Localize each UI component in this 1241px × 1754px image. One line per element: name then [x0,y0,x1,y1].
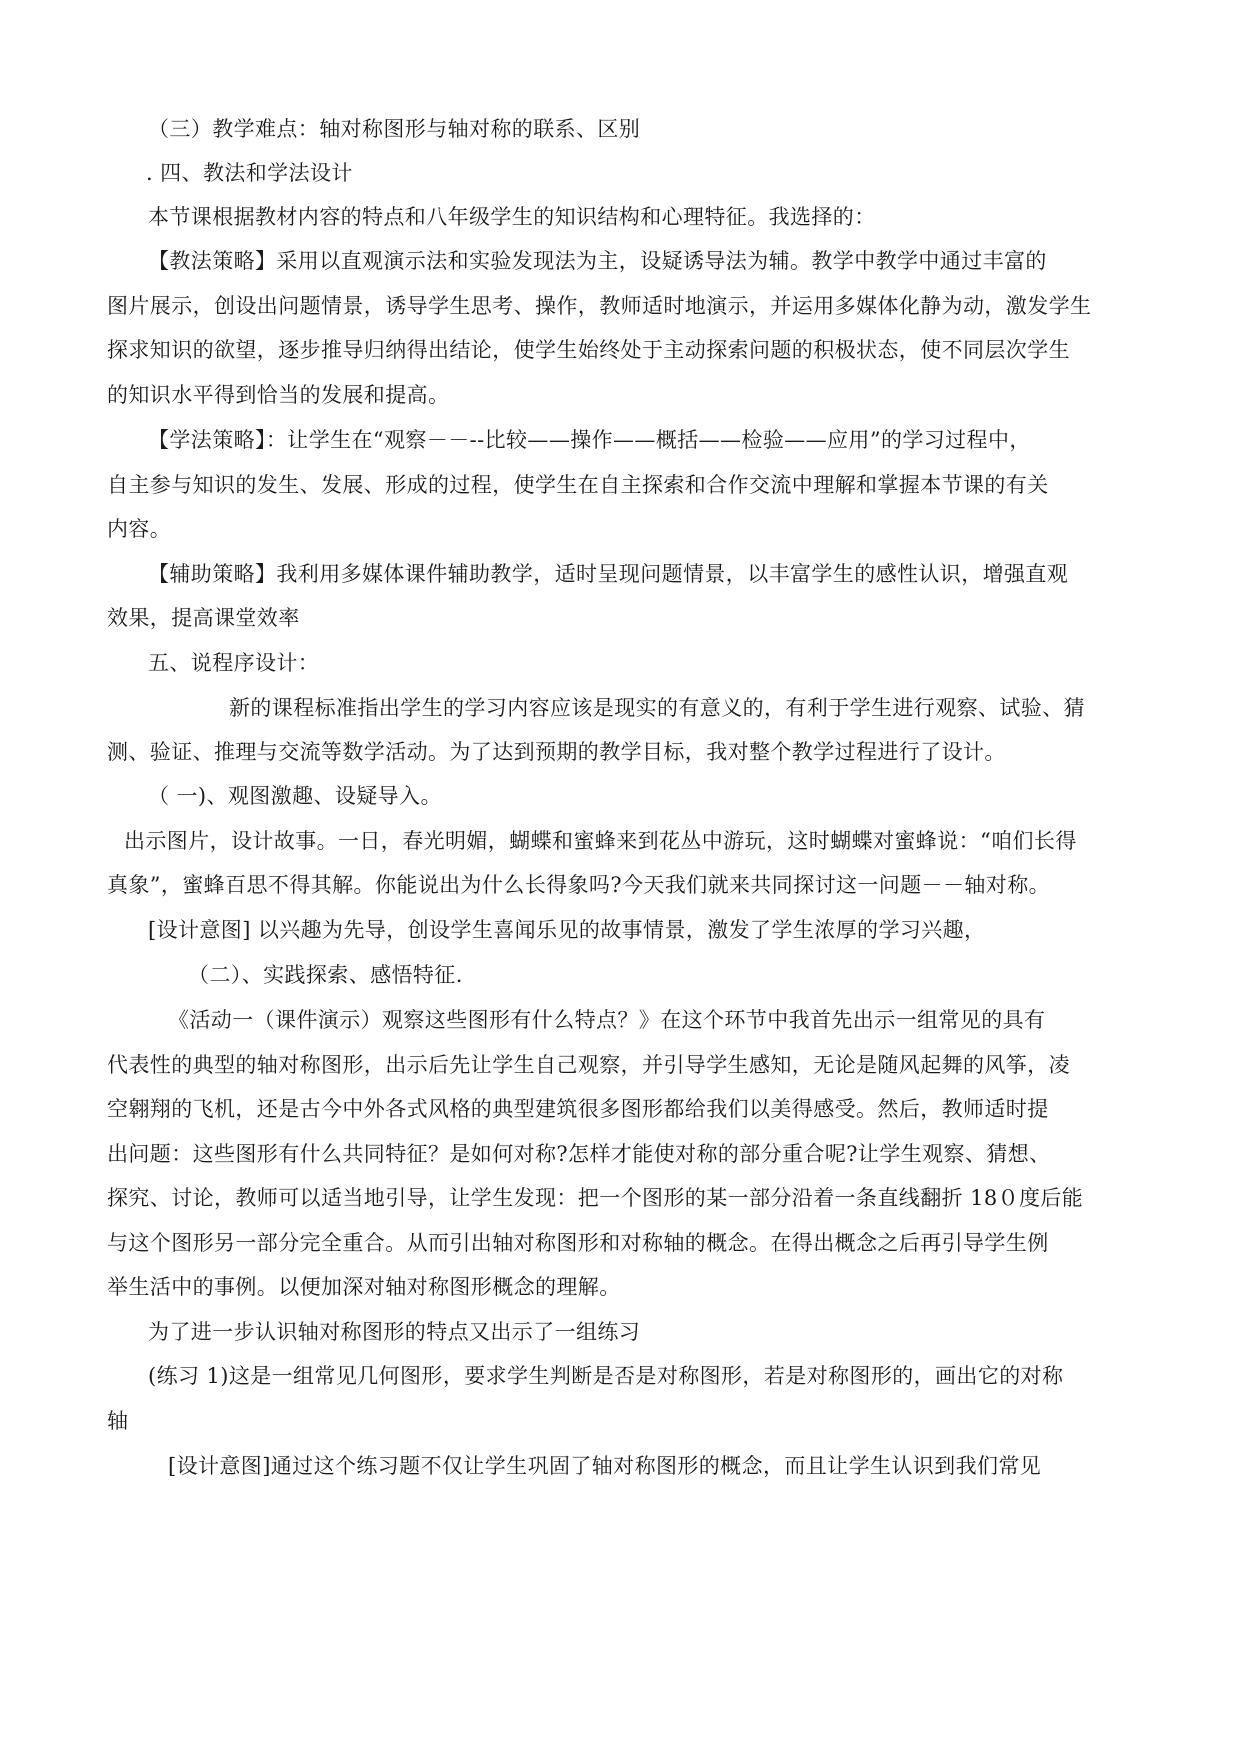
text-line: 图片展示，创设出问题情景，诱导学生思考、操作，教师适时地演示，并运用多媒体化静为动，激发学生 [107,294,1092,318]
text-line: 五、说程序设计： [148,651,320,675]
text-line: 探求知识的欲望，逐步推导归纳得出结论，使学生始终处于主动探索问题的积极状态，使不同层次学生 [107,338,1070,362]
text-line: 真象”，蜜蜂百思不得其解。你能说出为什么长得象吗?今天我们就来共同探讨这一问题－－轴对称。 [107,873,1050,897]
text-line: 【教法策略】采用以直观演示法和实验发现法为主，设疑诱导法为辅。教学中教学中通过丰富的 [148,249,1047,273]
text-line: 内容。 [107,517,172,541]
text-line: 代表性的典型的轴对称图形，出示后先让学生自己观察，并引导学生感知，无论是随风起舞的风筝，凌 [107,1053,1070,1077]
text-line: 【辅助策略】我利用多媒体课件辅助教学，适时呈现问题情景，以丰富学生的感性认识，增强直观 [148,562,1069,586]
text-line: 效果，提高课堂效率 [107,606,300,630]
text-line: 《活动一（课件演示）观察这些图形有什么特点？》在这个环节中我首先出示一组常见的具有 [168,1008,1046,1032]
text-line: 自主参与知识的发生、发展、形成的过程，使学生在自主探索和合作交流中理解和掌握本节课的有关 [107,473,1049,497]
text-line: [设计意图] 以兴趣为先导，创设学生喜闻乐见的故事情景，激发了学生浓厚的学习兴趣， [148,918,986,942]
text-line: 轴 [107,1409,129,1433]
text-line: 的知识水平得到恰当的发展和提高。 [107,383,450,407]
text-line: 测、验证、推理与交流等数学活动。为了达到预期的教学目标，我对整个教学过程进行了设计。 [107,740,1006,764]
text-line: 举生活中的事例。以便加深对轴对称图形概念的理解。 [107,1275,621,1299]
text-line: 出问题：这些图形有什么共同特征？是如何对称?怎样才能使对称的部分重合呢?让学生观察、猜想、 [107,1142,1051,1166]
text-line: （ 一)、观图激趣、设疑导入。 [148,784,442,808]
text-line: 为了进一步认识轴对称图形的特点又出示了一组练习 [148,1320,641,1344]
text-line: . 四、教法和学法设计 [146,161,353,185]
text-line: 空翱翔的飞机，还是古今中外各式风格的典型建筑很多图形都给我们以美得感受。然后，教师适时提 [107,1097,1049,1121]
text-line: (练习 1)这是一组常见几何图形，要求学生判断是否是对称图形，若是对称图形的，画出它的对称 [148,1364,1064,1388]
text-line: （三）教学难点：轴对称图形与轴对称的联系、区别 [148,117,641,141]
text-line: （二）、实践探索、感悟特征. [188,963,463,987]
text-line: 出示图片，设计故事。一日，春光明媚，蝴蝶和蜜蜂来到花丛中游玩，这时蝴蝶对蜜蜂说：“咱们长得 [124,829,1077,853]
text-line: [设计意图]通过这个练习题不仅让学生巩固了轴对称图形的概念，而且让学生认识到我们常见 [168,1454,1042,1478]
text-line: 本节课根据教材内容的特点和八年级学生的知识结构和心理特征。我选择的： [148,205,876,229]
text-line: 新的课程标准指出学生的学习内容应该是现实的有意义的，有利于学生进行观察、试验、猜 [229,696,1085,720]
text-line: 探究、讨论，教师可以适当地引导，让学生发现：把一个图形的某一部分沿着一条直线翻折 18０度后能 [107,1186,1084,1210]
text-line: 与这个图形另一部分完全重合。从而引出轴对称图形和对称轴的概念。在得出概念之后再引导学生例 [107,1231,1049,1255]
text-line: 【学法策略】：让学生在“观察－－--比较——操作——概括——检验——应用”的学习过程中， [148,428,1031,452]
